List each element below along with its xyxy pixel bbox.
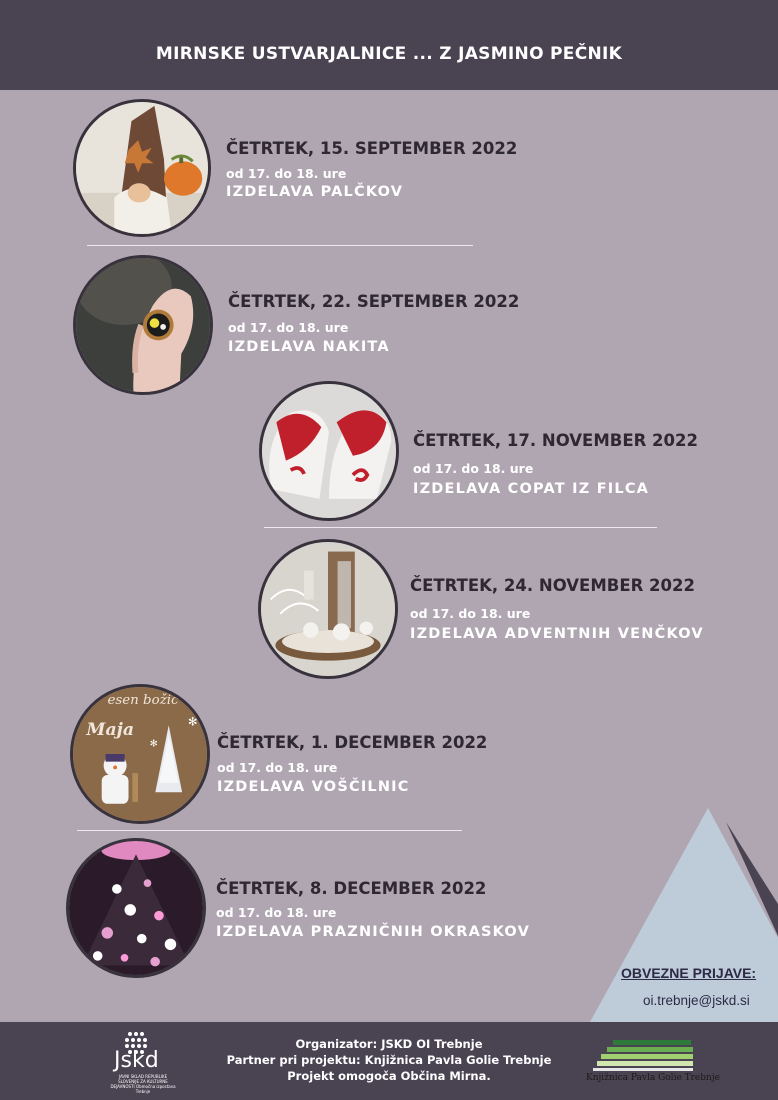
slippers-photo [259, 381, 399, 521]
event-title: IZDELAVA PRAZNIČNIH OKRASKOV [216, 924, 530, 940]
divider [264, 527, 657, 528]
svg-text:✻: ✻ [187, 714, 198, 729]
ornaments-photo [66, 838, 206, 978]
event-time: od 17. do 18. ure [413, 461, 534, 476]
advent-wreath-photo [258, 539, 398, 679]
greeting-card-photo [70, 684, 210, 824]
event-date: ČETRTEK, 8. DECEMBER 2022 [216, 879, 487, 898]
jskd-logo-subtext: JAVNI SKLAD REPUBLIKE SLOVENIJE ZA KULTURNE DEJAVNOSTI Območna izpostava Trebnje [110, 1074, 176, 1094]
event-time: od 17. do 18. ure [226, 166, 347, 181]
divider [77, 830, 462, 831]
ring-photo [73, 255, 213, 395]
event-title: IZDELAVA VOŠČILNIC [217, 779, 410, 795]
event-title: IZDELAVA COPAT IZ FILCA [413, 481, 650, 497]
event-title: IZDELAVA NAKITA [228, 339, 390, 355]
card-name-text: Maja [86, 719, 135, 740]
divider [87, 245, 473, 246]
event-date: ČETRTEK, 22. SEPTEMBER 2022 [228, 292, 520, 311]
event-time: od 17. do 18. ure [216, 905, 337, 920]
event-date: ČETRTEK, 15. SEPTEMBER 2022 [226, 139, 518, 158]
footer-sponsor: Projekt omogoča Občina Mirna. [287, 1069, 491, 1083]
registration-email[interactable]: oi.trebnje@jskd.si [643, 993, 750, 1008]
event-title: IZDELAVA PALČKOV [226, 184, 404, 200]
footer-partner: Partner pri projektu: Knjižnica Pavla Golie Trebnje [226, 1053, 552, 1067]
event-time: od 17. do 18. ure [217, 760, 338, 775]
gnome-photo [73, 99, 211, 237]
card-greeting-text: esen božič [107, 693, 179, 709]
event-date: ČETRTEK, 17. NOVEMBER 2022 [413, 431, 698, 450]
event-date: ČETRTEK, 1. DECEMBER 2022 [217, 733, 488, 752]
page-title: MIRNSKE USTVARJALNICE ... Z JASMINO PEČNIK [155, 44, 623, 64]
jskd-logo-text: Jskd [114, 1048, 159, 1073]
event-time: od 17. do 18. ure [228, 320, 349, 335]
svg-text:✻: ✻ [149, 738, 158, 750]
header-bar [0, 0, 778, 90]
decorative-triangle [590, 808, 778, 1022]
event-title: IZDELAVA ADVENTNIH VENČKOV [410, 626, 704, 642]
library-logo-text: Knjižnica Pavla Golie Trebnje [586, 1073, 720, 1083]
event-time: od 17. do 18. ure [410, 606, 531, 621]
event-date: ČETRTEK, 24. NOVEMBER 2022 [410, 576, 695, 595]
registration-label: OBVEZNE PRIJAVE: [621, 965, 757, 981]
footer-organizer: Organizator: JSKD OI Trebnje [295, 1037, 483, 1051]
